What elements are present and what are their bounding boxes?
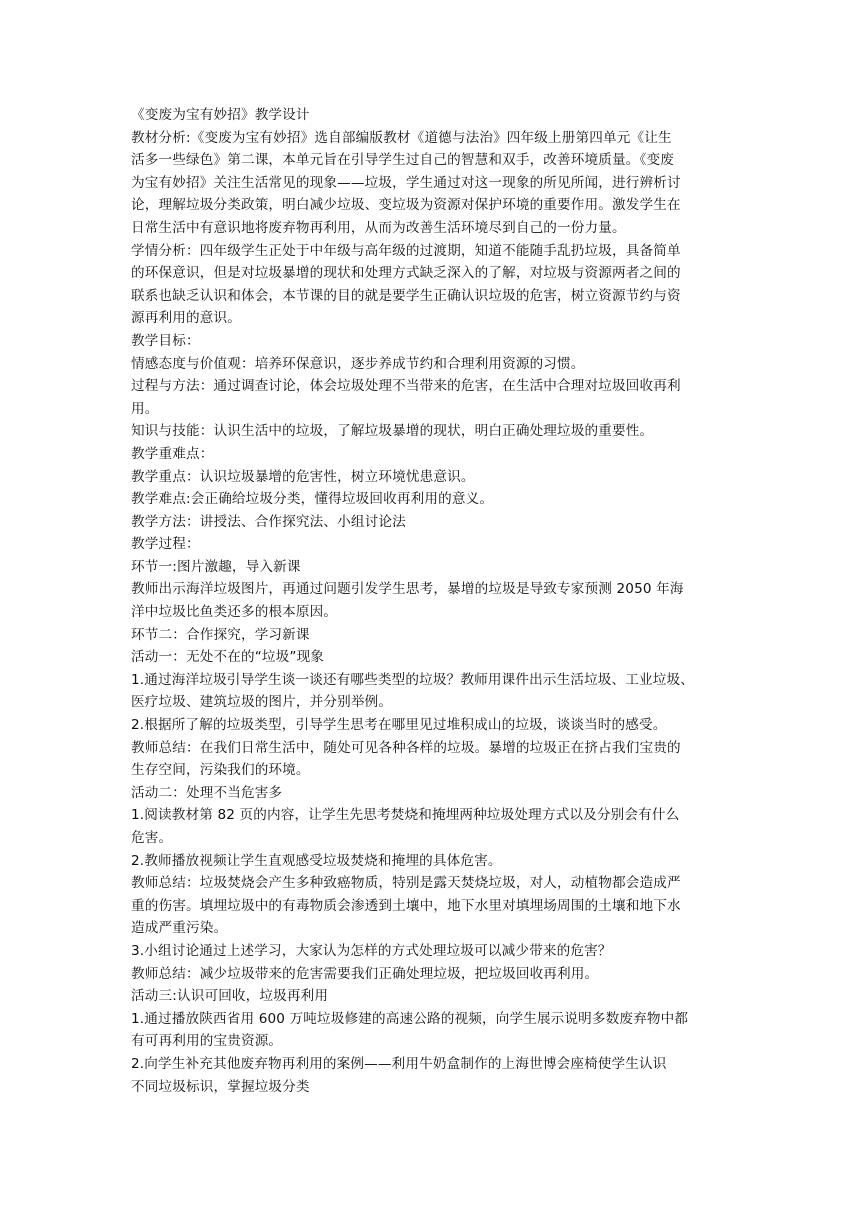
text-line: 有可再利用的宝贵资源。	[131, 1033, 283, 1050]
text-line: 活动三:认识可回收，垃圾再利用	[131, 988, 329, 1005]
text-line: 教师总结：减少垃圾带来的危害需要我们正确处理垃圾，把垃圾回收再利用。	[131, 965, 599, 982]
text-line: 活动一：无处不在的“垃圾”现象	[131, 649, 325, 666]
text-line: 生存空间，污染我们的环境。	[131, 762, 310, 779]
text-line: 论，理解垃圾分类政策，明白减少垃圾、变垃圾为资源对保护环境的重要作用。激发学生在	[131, 197, 681, 214]
text-line: 重的伤害。填埋垃圾中的有毒物质会渗透到土壤中，地下水里对填埋场周围的土壤和地下水	[131, 897, 681, 914]
text-line: 教材分析:《变废为宝有妙招》选自部编版教材《道德与法治》四年级上册第四单元《让生	[131, 129, 672, 146]
text-line: 教师出示海洋垃圾图片，再通过问题引发学生思考，暴增的垃圾是导致专家预测 2050 年海	[131, 581, 684, 598]
text-line: 情感态度与价值观：培养环保意识，逐步养成节约和合理利用资源的习惯。	[131, 355, 585, 372]
text-line: 教师总结：在我们日常生活中，随处可见各种各样的垃圾。暴增的垃圾正在挤占我们宝贵的	[131, 739, 681, 756]
text-line: 活多一些绿色》第二课，本单元旨在引导学生过自己的智慧和双手，改善环境质量。《变废	[131, 152, 674, 169]
text-line: 环节一:图片激趣，导入新课	[131, 558, 301, 575]
text-line: 日常生活中有意识地将废弃物再利用，从而为改善生活环境尽到自己的一份力量。	[131, 219, 626, 236]
text-line: 教师总结：垃圾焚烧会产生多种致癌物质，特别是露天焚烧垃圾，对人，动植物都会造成严	[131, 875, 681, 892]
text-line: 1.通过播放陕西省用 600 万吨垃圾修建的高速公路的视频，向学生展示说明多数废弃物中都	[131, 1010, 689, 1027]
text-line: 1.阅读教材第 82 页的内容，让学生先思考焚烧和掩埋两种垃圾处理方式以及分别会有什么	[131, 807, 680, 824]
document-body	[131, 104, 737, 1098]
text-line: 不同垃圾标识，掌握垃圾分类	[131, 1078, 310, 1095]
text-line: 活动二：处理不当危害多	[131, 784, 283, 801]
text-line: 教学过程：	[131, 536, 200, 553]
text-line: 用。	[131, 400, 159, 417]
text-line: 教学难点:会正确给垃圾分类，懂得垃圾回收再利用的意义。	[131, 491, 494, 508]
text-line: 教学目标：	[131, 332, 200, 349]
text-line: 知识与技能：认识生活中的垃圾，了解垃圾暴增的现状，明白正确处理垃圾的重要性。	[131, 423, 654, 440]
text-line: 源再利用的意识。	[131, 310, 241, 327]
text-line: 的环保意识，但是对垃圾暴增的现状和处理方式缺乏深入的了解，对垃圾与资源两者之间的	[131, 265, 681, 282]
text-line: 造成严重污染。	[131, 920, 228, 937]
text-line: 洋中垃圾比鱼类还多的根本原因。	[131, 604, 338, 621]
text-line: 学情分析：四年级学生正处于中年级与高年级的过渡期，知道不能随手乱扔垃圾，具备简单	[131, 242, 681, 259]
text-line: 3.小组讨论通过上述学习，大家认为怎样的方式处理垃圾可以减少带来的危害？	[131, 942, 612, 959]
text-line: 1.通过海洋垃圾引导学生谈一谈还有哪些类型的垃圾？教师用课件出示生活垃圾、工业垃圾、	[131, 671, 695, 688]
text-line: 2.向学生补充其他废弃物再利用的案例——利用牛奶盒制作的上海世博会座椅使学生认识	[131, 1055, 667, 1072]
text-line: 为宝有妙招》关注生活常见的现象——垃圾，学生通过对这一现象的所见所闻，进行辨析讨	[131, 174, 681, 191]
text-line: 危害。	[131, 830, 173, 846]
text-line: 医疗垃圾、建筑垃圾的图片，并分别举例。	[131, 694, 393, 711]
document-title: 《变废为宝有妙招》教学设计	[131, 107, 310, 123]
text-line: 教学重点：认识垃圾暴增的危害性，树立环境忧患意识。	[131, 468, 475, 485]
text-line: 2.根据所了解的垃圾类型，引导学生思考在哪里见过堆积成山的垃圾，谈谈当时的感受。	[131, 717, 667, 734]
text-line: 联系也缺乏认识和体会，本节课的目的就是要学生正确认识垃圾的危害，树立资源节约与资	[131, 287, 681, 304]
text-line: 环节二：合作探究，学习新课	[131, 626, 310, 643]
text-line: 过程与方法：通过调查讨论，体会垃圾处理不当带来的危害，在生活中合理对垃圾回收再利	[131, 378, 681, 395]
text-line: 教学重难点：	[131, 445, 214, 462]
text-line: 教学方法：讲授法、合作探究法、小组讨论法	[131, 513, 406, 530]
text-line: 2.教师播放视频让学生直观感受垃圾焚烧和掩埋的具体危害。	[131, 852, 502, 869]
